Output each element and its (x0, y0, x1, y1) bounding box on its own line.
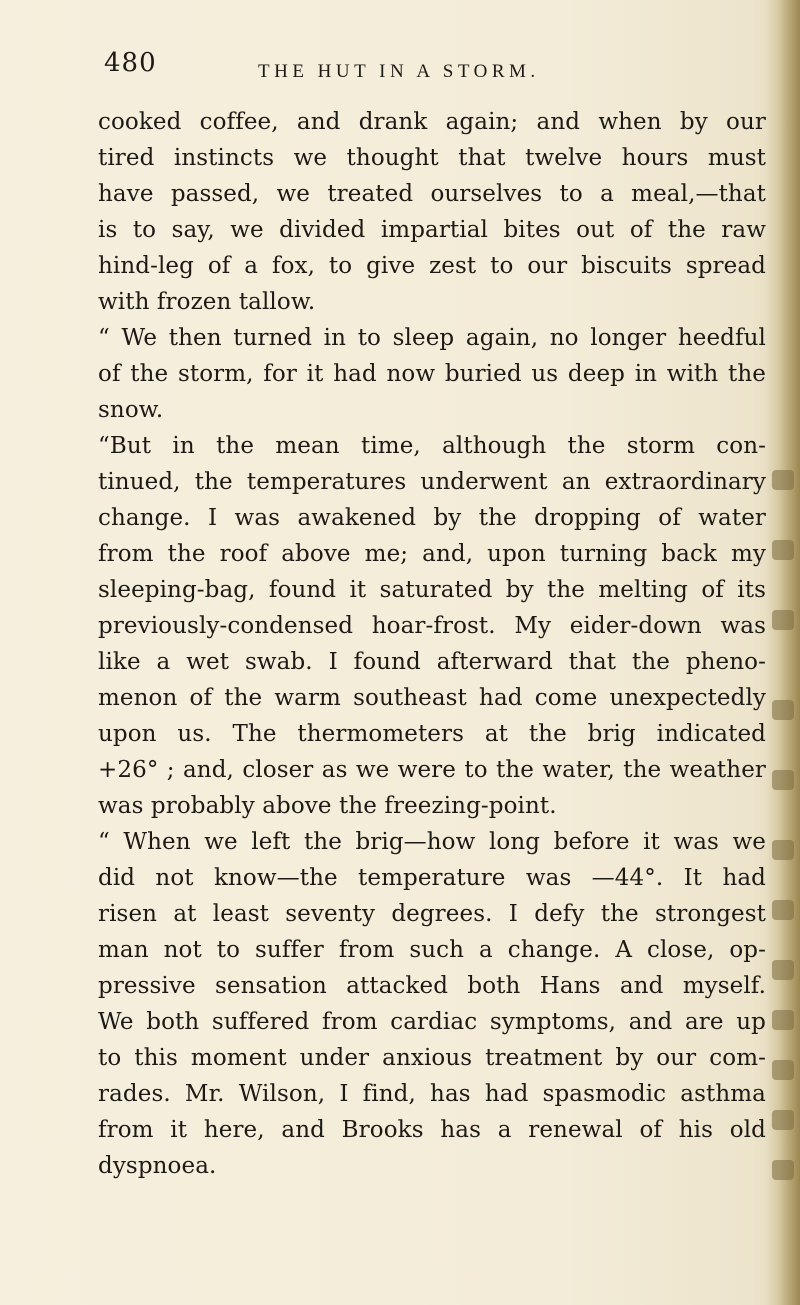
text-line: cooked coffee, and drank again; and when by our (98, 109, 766, 135)
edge-mark (772, 610, 794, 630)
text-line: of the storm, for it had now buried us deep in with the (98, 361, 766, 387)
page-edge-shadow (766, 0, 800, 1305)
edge-mark (772, 470, 794, 490)
edge-mark (772, 840, 794, 860)
edge-mark (772, 900, 794, 920)
text-line: “ When we left the brig—how long before it was we (98, 829, 766, 855)
text-line: pressive sensation attacked both Hans and myself. (98, 973, 766, 999)
text-line: with frozen tallow. (98, 289, 316, 315)
text-line: from it here, and Brooks has a renewal of his old (98, 1117, 766, 1143)
text-line: “ We then turned in to sleep again, no longer heedful (98, 325, 766, 351)
text-line: change. I was awakened by the dropping of water (98, 505, 766, 531)
edge-mark (772, 770, 794, 790)
text-line: risen at least seventy degrees. I defy the strongest (98, 901, 766, 927)
text-line: previously-condensed hoar-frost. My eider-down was (98, 613, 766, 639)
edge-mark (772, 1010, 794, 1030)
text-line: snow. (98, 397, 164, 423)
text-line: menon of the warm southeast had come unexpectedly (98, 685, 766, 711)
text-line: was probably above the freezing-point. (98, 793, 557, 819)
page-number: 480 (104, 48, 157, 78)
edge-mark (772, 540, 794, 560)
text-line: sleeping-bag, found it saturated by the melting of its (98, 577, 766, 603)
edge-mark (772, 1060, 794, 1080)
text-line: man not to suffer from such a change. A close, op- (98, 937, 766, 963)
edge-mark (772, 960, 794, 980)
text-line: hind-leg of a fox, to give zest to our biscuits spread (98, 253, 766, 279)
text-line: have passed, we treated ourselves to a meal,—that (98, 181, 766, 207)
text-line: tired instincts we thought that twelve hours must (98, 145, 766, 171)
text-line: did not know—the temperature was —44°. It had (98, 865, 766, 891)
text-line: We both suffered from cardiac symptoms, and are up (98, 1009, 766, 1035)
text-line: “But in the mean time, although the storm con- (98, 433, 766, 459)
running-head: THE HUT IN A STORM. (258, 61, 540, 82)
body-text (98, 104, 766, 1184)
text-line: is to say, we divided impartial bites out of the raw (98, 217, 766, 243)
edge-mark (772, 1160, 794, 1180)
text-line: +26° ; and, closer as we were to the water, the weather (98, 757, 766, 783)
text-line: to this moment under anxious treatment by our com- (98, 1045, 766, 1071)
text-line: tinued, the temperatures underwent an extraordinary (98, 469, 766, 495)
edge-mark (772, 700, 794, 720)
text-line: upon us. The thermometers at the brig indicated (98, 721, 766, 747)
text-line: from the roof above me; and, upon turning back my (98, 541, 766, 567)
text-line: dyspnoea. (98, 1153, 217, 1179)
text-line: like a wet swab. I found afterward that the pheno- (98, 649, 766, 675)
text-line: rades. Mr. Wilson, I find, has had spasmodic asthma (98, 1081, 766, 1107)
edge-mark (772, 1110, 794, 1130)
